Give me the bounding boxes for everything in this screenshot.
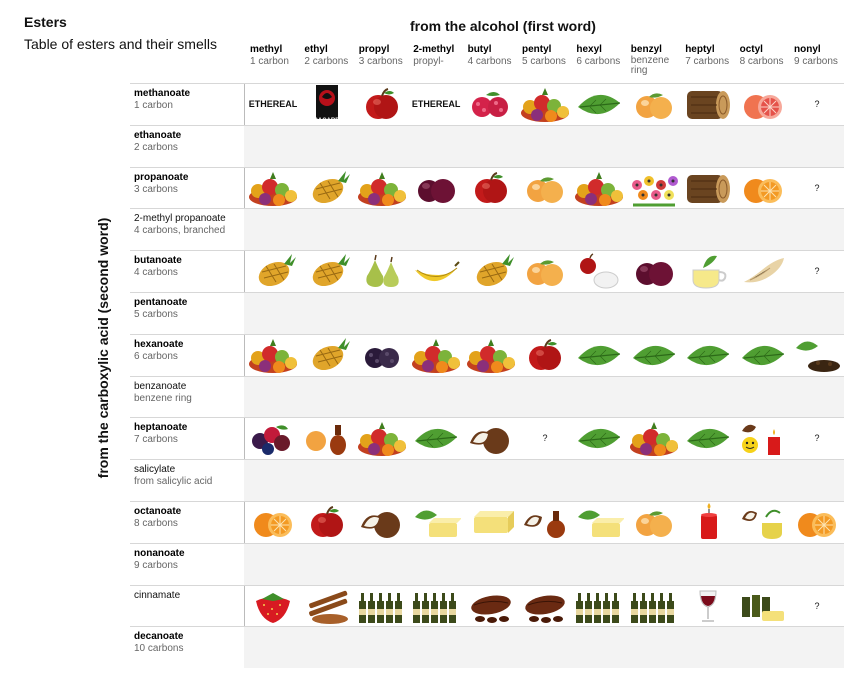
strawberry-icon: [248, 587, 298, 625]
coconut-icon: [357, 503, 407, 541]
row-name: cinnamate: [134, 589, 181, 601]
row-carbons: 7 carbons: [134, 434, 178, 446]
orange-icon: [792, 503, 842, 541]
leaf-icon: [629, 336, 679, 374]
leaf-icon: [738, 336, 788, 374]
row-header: [134, 548, 242, 572]
fruit-mix-icon: [466, 336, 516, 374]
row-name: 2-methyl propanoate: [134, 213, 226, 225]
row-carbons: 1 carbon: [134, 100, 173, 111]
row-name: octanoate: [134, 506, 182, 517]
apple-icon: [520, 336, 570, 374]
leaf-icon: [683, 336, 733, 374]
ethereal-label: ETHEREAL: [411, 99, 461, 109]
bacardi-wordmark: BACARDÍ: [313, 117, 342, 124]
banana-icon: [411, 252, 461, 290]
coconut-cell: [464, 418, 518, 458]
smiley-candle-icon: [738, 419, 788, 457]
row-divider: [130, 292, 844, 293]
blackberry-cell: [355, 335, 409, 375]
orange-icon: [248, 503, 298, 541]
column-carbons: propyl-: [413, 56, 444, 67]
row-carbons: 6 carbons: [134, 350, 178, 362]
fruit-mix-cell: [246, 168, 300, 208]
pineapple-cell: [300, 335, 354, 375]
column-header: [250, 44, 289, 68]
pear-icon: [357, 252, 407, 290]
orange-cell: [790, 502, 844, 542]
fruit-mix-icon: [411, 336, 461, 374]
apple-cell: [300, 502, 354, 542]
bacardi-logo-icon: [302, 83, 352, 126]
ethereal-label: ETHEREAL: [248, 99, 298, 109]
apricot-icon: [520, 169, 570, 207]
row-carbons: benzene ring: [134, 392, 192, 404]
fruit-mix-icon: [357, 169, 407, 207]
row-stripe: [244, 208, 844, 250]
row-header: [134, 506, 242, 530]
fruit-mix-icon: [520, 85, 570, 123]
apple-cheese-cell: [572, 251, 626, 291]
top-axis-label: from the alcohol (first word): [410, 18, 596, 34]
row-divider: [130, 459, 844, 460]
coconut-cognac-icon: [520, 503, 570, 541]
plum-cell: [627, 251, 681, 291]
apricot-cell: [518, 251, 572, 291]
grapefruit-cell: [736, 84, 790, 124]
leaf-icon: [411, 419, 461, 457]
bottles-icon: [411, 587, 461, 625]
unknown-smell-cell: [518, 418, 572, 458]
pineapple-icon: [466, 252, 516, 290]
ethereal-cell: [409, 84, 463, 124]
orange-cell: [246, 502, 300, 542]
row-stripe: [244, 459, 844, 501]
column-name: nonyl: [794, 44, 821, 55]
apple-cell: [518, 335, 572, 375]
fruit-mix-cell: [464, 335, 518, 375]
row-header: [134, 631, 242, 655]
leaf-butter-cell: [409, 502, 463, 542]
column-carbons: 4 carbons: [467, 56, 512, 67]
column-carbons: 5 carbons: [522, 56, 566, 67]
fruit-mix-icon: [248, 336, 298, 374]
bottles-cell: [355, 586, 409, 626]
wine-cell: [681, 586, 735, 626]
column-header: [740, 44, 784, 68]
smiley-candle-cell: [736, 418, 790, 458]
leaf-soil-cell: [790, 335, 844, 375]
coconut-oil-icon: [738, 503, 788, 541]
row-header: [134, 255, 242, 279]
apricot-cell: [627, 84, 681, 124]
page-title: Esters: [24, 14, 67, 30]
row-name: ethanoate: [134, 129, 182, 141]
leaf-icon: [683, 419, 733, 457]
coconut-oil-cell: [736, 502, 790, 542]
column-carbons: benzene ring: [630, 55, 670, 76]
apple-cell: [355, 84, 409, 124]
leaf-icon: [574, 336, 624, 374]
leaf-icon: [574, 419, 624, 457]
wine-icon: [683, 587, 733, 625]
plum-icon: [629, 252, 679, 290]
fruit-mix-icon: [629, 419, 679, 457]
leaf-cell: [681, 335, 735, 375]
row-header: [134, 88, 242, 112]
apple-icon: [466, 169, 516, 207]
bottles-icon: [629, 587, 679, 625]
strawberry-cell: [246, 586, 300, 626]
pineapple-icon: [302, 169, 352, 207]
coconut-icon: [466, 419, 516, 457]
row-name: benzanoate: [134, 380, 187, 392]
column-carbons: 8 carbons: [739, 56, 784, 67]
berries-cell: [246, 418, 300, 458]
apricot-cell: [518, 168, 572, 208]
leaf-cell: [572, 335, 626, 375]
column-header: [522, 44, 566, 68]
leaf-butter-icon: [411, 503, 461, 541]
pineapple-cell: [300, 251, 354, 291]
unknown-mark: ?: [814, 266, 820, 277]
raspberry-icon: [466, 85, 516, 123]
column-name: 2-methyl: [413, 44, 455, 55]
row-carbons: 10 carbons: [134, 643, 184, 655]
row-stripe: [244, 626, 844, 668]
row-carbons: 4 carbons, branched: [134, 225, 226, 237]
cinnamon-icon: [302, 587, 352, 625]
log-icon: [683, 85, 733, 123]
rum-bacardi-cell: [300, 84, 354, 124]
column-carbons: 1 carbon: [250, 56, 289, 67]
row-divider: [130, 208, 844, 209]
row-divider: [130, 167, 844, 168]
apple-cheese-icon: [574, 252, 624, 290]
row-header: [134, 464, 242, 488]
banana-cell: [409, 251, 463, 291]
column-header: [359, 44, 403, 68]
leaf-icon: [574, 85, 624, 123]
column-name: octyl: [739, 44, 763, 55]
column-name: propyl: [358, 44, 390, 55]
unknown-mark: ?: [542, 433, 548, 444]
orange-cell: [736, 168, 790, 208]
column-carbons: 3 carbons: [358, 56, 403, 67]
row-carbons: 2 carbons: [134, 141, 178, 153]
apricot-cell: [627, 502, 681, 542]
berries-icon: [248, 419, 298, 457]
oil-butter-icon: [738, 587, 788, 625]
unknown-smell-cell: [790, 84, 844, 124]
row-name: decanoate: [134, 631, 184, 643]
unknown-mark: ?: [814, 99, 820, 109]
row-divider: [130, 417, 844, 418]
blackberry-icon: [357, 336, 407, 374]
plum-icon: [411, 169, 461, 207]
column-carbons: 9 carbons: [794, 56, 838, 67]
ethereal-cell: [246, 84, 300, 124]
column-header: [794, 44, 838, 68]
row-stripe: [244, 376, 844, 418]
herb-tea-icon: [683, 252, 733, 290]
row-stripe: [244, 292, 844, 334]
pineapple-icon: [302, 252, 352, 290]
row-carbons: 8 carbons: [134, 518, 178, 529]
apple-icon: [302, 503, 352, 541]
unknown-smell-cell: [790, 251, 844, 291]
root-cell: [736, 251, 790, 291]
fruit-mix-cell: [572, 168, 626, 208]
row-carbons: 3 carbons: [134, 183, 178, 195]
coconut-cell: [355, 502, 409, 542]
fruit-mix-cell: [355, 418, 409, 458]
pineapple-icon: [248, 252, 298, 290]
herb-tea-cell: [681, 251, 735, 291]
flowers-icon: [629, 169, 679, 207]
apricot-icon: [629, 85, 679, 123]
side-axis-label: from the carboxylic acid (second word): [95, 217, 111, 479]
row-header: [134, 339, 242, 363]
row-name: methanoate: [134, 88, 191, 99]
butter-cell: [464, 502, 518, 542]
row-carbons: 4 carbons: [134, 267, 178, 279]
column-carbons: 6 carbons: [576, 56, 621, 67]
row-header: [134, 130, 242, 154]
column-header: [631, 44, 677, 76]
row-divider: [130, 250, 844, 251]
candle-cell: [681, 502, 735, 542]
row-divider: [130, 501, 844, 502]
cinnamon-cell: [300, 586, 354, 626]
row-stripe: [244, 543, 844, 585]
column-header: [685, 44, 729, 68]
cocoa-cell: [518, 586, 572, 626]
pineapple-cell: [464, 251, 518, 291]
apple-cell: [464, 168, 518, 208]
fruit-mix-icon: [357, 419, 407, 457]
flowers-cell: [627, 168, 681, 208]
row-header: [134, 381, 242, 405]
leaf-butter-icon: [574, 503, 624, 541]
leaf-butter-cell: [572, 502, 626, 542]
apple-icon: [357, 85, 407, 123]
bottles-icon: [357, 587, 407, 625]
bottles-cell: [572, 586, 626, 626]
coconut-cognac-cell: [518, 502, 572, 542]
row-divider: [130, 626, 844, 627]
unknown-mark: ?: [814, 600, 820, 611]
log-cell: [681, 168, 735, 208]
row-carbons: 9 carbons: [134, 559, 178, 571]
raspberry-cell: [464, 84, 518, 124]
fruit-mix-cell: [627, 418, 681, 458]
cocoa-cell: [464, 586, 518, 626]
row-divider: [130, 585, 844, 586]
leaf-cell: [409, 418, 463, 458]
leaf-soil-icon: [792, 336, 842, 374]
row-divider: [130, 83, 844, 84]
unknown-smell-cell: [790, 586, 844, 626]
column-name: butyl: [467, 44, 492, 55]
log-cell: [681, 84, 735, 124]
leaf-cell: [681, 418, 735, 458]
column-name: ethyl: [304, 44, 328, 55]
row-header: [134, 172, 242, 196]
row-header: [134, 422, 242, 446]
fruit-mix-cell: [355, 168, 409, 208]
column-name: hexyl: [576, 44, 602, 55]
column-header: [468, 44, 512, 68]
cocoa-icon: [520, 587, 570, 625]
log-icon: [683, 169, 733, 207]
column-name: methyl: [250, 44, 283, 55]
pineapple-cell: [246, 251, 300, 291]
apricot-icon: [520, 252, 570, 290]
column-header: [413, 44, 454, 68]
row-name: propanoate: [134, 171, 189, 183]
bottles-icon: [574, 587, 624, 625]
fruit-mix-cell: [409, 335, 463, 375]
row-name: butanoate: [134, 255, 182, 267]
apricot-cognac-icon: [302, 419, 352, 457]
apricot-cognac-cell: [300, 418, 354, 458]
candle-icon: [683, 503, 733, 541]
row-divider: [130, 125, 844, 126]
row-carbons: 5 carbons: [134, 309, 178, 320]
row-header: [134, 213, 242, 237]
row-header: [134, 590, 242, 602]
unknown-smell-cell: [790, 418, 844, 458]
row-divider: [130, 376, 844, 377]
row-divider: [130, 334, 844, 335]
column-carbons: 7 carbons: [685, 56, 730, 67]
grapefruit-icon: [738, 85, 788, 123]
row-carbons: from salicylic acid: [134, 476, 213, 488]
row-header: [134, 297, 242, 321]
row-divider: [130, 543, 844, 544]
cocoa-icon: [466, 587, 516, 625]
page-subtitle: Table of esters and their smells: [24, 36, 217, 52]
row-stripe: [244, 125, 844, 167]
row-name: heptanoate: [134, 422, 188, 434]
fruit-mix-icon: [574, 169, 624, 207]
fruit-mix-icon: [248, 169, 298, 207]
oil-butter-cell: [736, 586, 790, 626]
row-name: pentanoate: [134, 297, 188, 308]
orange-icon: [738, 169, 788, 207]
unknown-mark: ?: [814, 433, 820, 444]
fruit-mix-cell: [518, 84, 572, 124]
row-name: salicylate: [134, 464, 176, 476]
root-icon: [738, 252, 788, 290]
unknown-smell-cell: [790, 168, 844, 208]
column-name: benzyl: [630, 44, 662, 55]
pineapple-cell: [300, 168, 354, 208]
pineapple-icon: [302, 336, 352, 374]
fruit-mix-cell: [246, 335, 300, 375]
column-name: heptyl: [685, 44, 715, 55]
apricot-icon: [629, 503, 679, 541]
column-header: [304, 44, 348, 68]
leaf-cell: [572, 84, 626, 124]
pear-cell: [355, 251, 409, 291]
unknown-mark: ?: [814, 182, 820, 193]
column-carbons: 2 carbons: [304, 56, 349, 67]
leaf-cell: [736, 335, 790, 375]
bottles-cell: [409, 586, 463, 626]
leaf-cell: [627, 335, 681, 375]
row-name: hexanoate: [134, 338, 184, 350]
column-header: [576, 44, 620, 68]
butter-icon: [466, 503, 516, 541]
row-name: nonanoate: [134, 547, 185, 559]
plum-cell: [409, 168, 463, 208]
bottles-cell: [627, 586, 681, 626]
leaf-cell: [572, 418, 626, 458]
column-name: pentyl: [522, 44, 552, 55]
